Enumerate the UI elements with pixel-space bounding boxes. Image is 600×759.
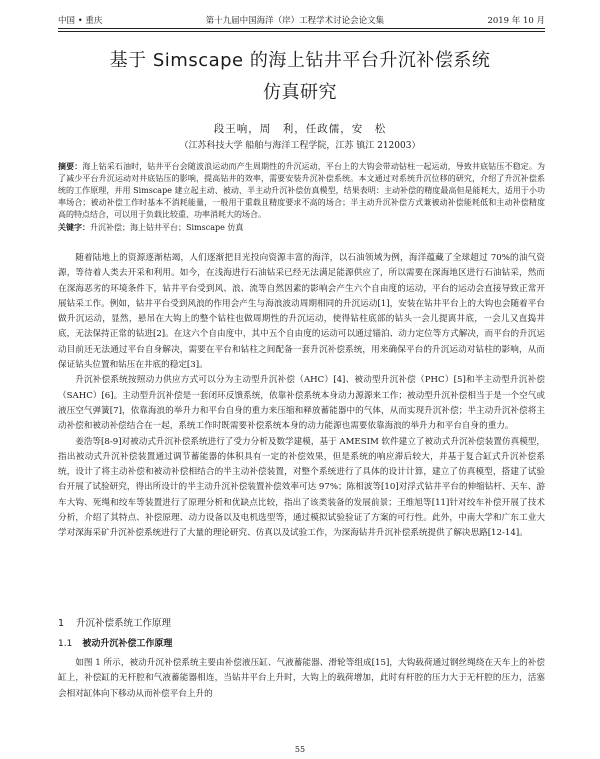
abstract bbox=[58, 161, 545, 221]
abstract-text: 海上钻采石油时，钻井平台会随波浪运动而产生周期性的升沉运动，平台上的大钩会带动钻柱一起运动，导致井底钻压不稳定。为了减少平台升沉运动对井底钻压的影响，提高钻井的效率，需要安装升沉补偿系统。本文通过对系统升沉位移的研究，介绍了升沉补偿系统的工作原理，并用 Simscape 建立起主动、被动、半主动升沉补偿仿真模型，结果表明：主动补偿的精度最高但是能耗大，适用于小功率场合；被动补偿工作时基本不消耗能量，一般用于重载且精度要求不高的场合；半主动升沉补偿方式兼被动补偿能耗低和主动补偿精度高的特点结合，可以用于负载比较重、功率消耗大的场合。 bbox=[58, 162, 545, 219]
header-date: 2019 年 10 月 bbox=[487, 15, 545, 26]
body-paragraph: 姜浩等[8-9]对被动式升沉补偿系统进行了受力分析及数学建模，基于 AMESIM 软件建立了被动式升沉补偿装置仿真模型，指出被动式升沉补偿装置通过调节蓄能器的体积具有一定的补偿效果，但是系统的响应滞后较大，并基于复合缸式升沉补偿系统，设计了将主动补偿和被动补偿相结合的半主动补偿装置，对整个系统进行了具体的设计计算，建立了仿真模型，搭建了试验台开展了试验研究，得出所设计的半主动升沉补偿装置补偿效率可达 97%；陈相波等[10]对浮式钻井平台的伸缩钻杆、天车、游车大钩、死绳和绞车等装置进行了原理分析和优缺点比较，指出了该类装备的发展前景；王维旭等[11]针对绞车补偿开展了技术分析，介绍了其特点、补偿原理、动力设备以及电机选型等，通过模拟试验验证了方案的可行性。此外，中南大学和广东工业大学对深海采矿升沉补偿系统进行了大量的理论研究、仿真以及试验工作，为深海钻井升沉补偿系统提供了解决思路[12-14]。 bbox=[58, 436, 545, 539]
paper-title-line2: 仿真研究 bbox=[263, 82, 337, 103]
subsection-heading-1-1 bbox=[58, 636, 172, 649]
body-paragraph: 升沉补偿系统按照动力供应方式可以分为主动型升沉补偿（AHC）[4]、被动型升沉补偿（PHC）[5]和半主动型升沉补偿（SAHC）[6]。主动型升沉补偿是一套闭环反馈系统，依靠补偿系统本身动力源源来工作；被动型升沉补偿相当于是一个空气或液压空气弹簧[7]，依靠海浪的举升力和平台自身的重力来压缩和释放蓄能器中的气体，从而实现升沉补偿；半主动升沉补偿将主动补偿和被动补偿结合在一起，系统工作时既需要补偿系统本身的动力能源也需要依靠海浪的举升力和平台自身的重力。 bbox=[58, 375, 545, 432]
header-rule bbox=[58, 28, 545, 29]
subsection-title: 被动升沉补偿工作原理 bbox=[82, 639, 173, 649]
introduction-body bbox=[58, 251, 545, 542]
section-1-1-body bbox=[58, 656, 545, 702]
section-number: 1 bbox=[58, 618, 65, 629]
authors: 段王响，周 利，任政儒，安 松 bbox=[213, 123, 387, 135]
header-rule-thin bbox=[58, 31, 545, 32]
subsection-number: 1.1 bbox=[58, 639, 73, 649]
section-heading-1 bbox=[58, 615, 171, 629]
section-title: 升沉补偿系统工作原理 bbox=[76, 618, 172, 629]
header-location: 中国 • 重庆 bbox=[58, 15, 103, 26]
paper-title-line1: 基于 Simscape 的海上钻井平台升沉补偿系统 bbox=[109, 50, 491, 71]
header-proceedings: 第十九届中国海洋（岸）工程学术讨论会论文集 bbox=[205, 15, 385, 26]
keywords bbox=[58, 222, 545, 234]
keywords-label: 关键字： bbox=[58, 223, 90, 232]
body-paragraph: 如图 1 所示，被动升沉补偿系统主要由补偿液压缸、气液蓄能器、滑轮等组成[15]，大钩载荷通过钢丝绳绕在天车上的补偿缸上，补偿缸的无杆腔和气液蓄能器相连，当钻井平台上升时，大钩上的载荷增加，此时有杆腔的压力大于无杆腔的压力，活塞会相对缸体向下移动从而补偿平台上升的 bbox=[58, 658, 545, 699]
keywords-text: 升沉补偿；海上钻井平台；Simscape 仿真 bbox=[90, 223, 244, 232]
running-header bbox=[58, 12, 545, 27]
affiliation: （江苏科技大学 船舶与海洋工程学院，江苏 镇江 212003） bbox=[179, 141, 421, 151]
page-number: 55 bbox=[294, 745, 306, 754]
body-paragraph: 随着陆地上的资源逐渐枯竭，人们逐渐把目光投向资源丰富的海洋，以石油领域为例，海洋蕴藏了全球超过 70%的油气资源，等待着人类去开采和利用。如今，在浅海进行石油钻采已经无法满足能源供应了，所以需要在深海地区进行石油钻采，然而在深海恶劣的环境条件下，钻井平台受到风、浪、流等自然因素的影响会产生六个自由度的运动，平台的运动会直接导致正常开展钻采工作。例如，钻井平台受到风浪的作用会产生与海浪波动周期相同的升沉运动[1]，安装在钻井平台上的大钩也会随着平台做升沉运动，显然，悬吊在大钩上的整个钻柱也做周期性的升沉运动，使得钻柱底部的钻头一会儿提离井底，一会儿又直捣井底，无法保持正常的钻进[2]。在这六个自由度中，其中五个自由度的运动可以通过锚泊、动力定位等方式解决，而平台的升沉运动目前还无法通过平台自身解决，需要在平台和钻柱之间配备一套升沉补偿系统，用来确保平台的升沉运动对钻柱的影响，从而保证钻头位置和钻压在井底的稳定[3]。 bbox=[58, 253, 545, 371]
abstract-label: 摘要： bbox=[58, 162, 83, 171]
